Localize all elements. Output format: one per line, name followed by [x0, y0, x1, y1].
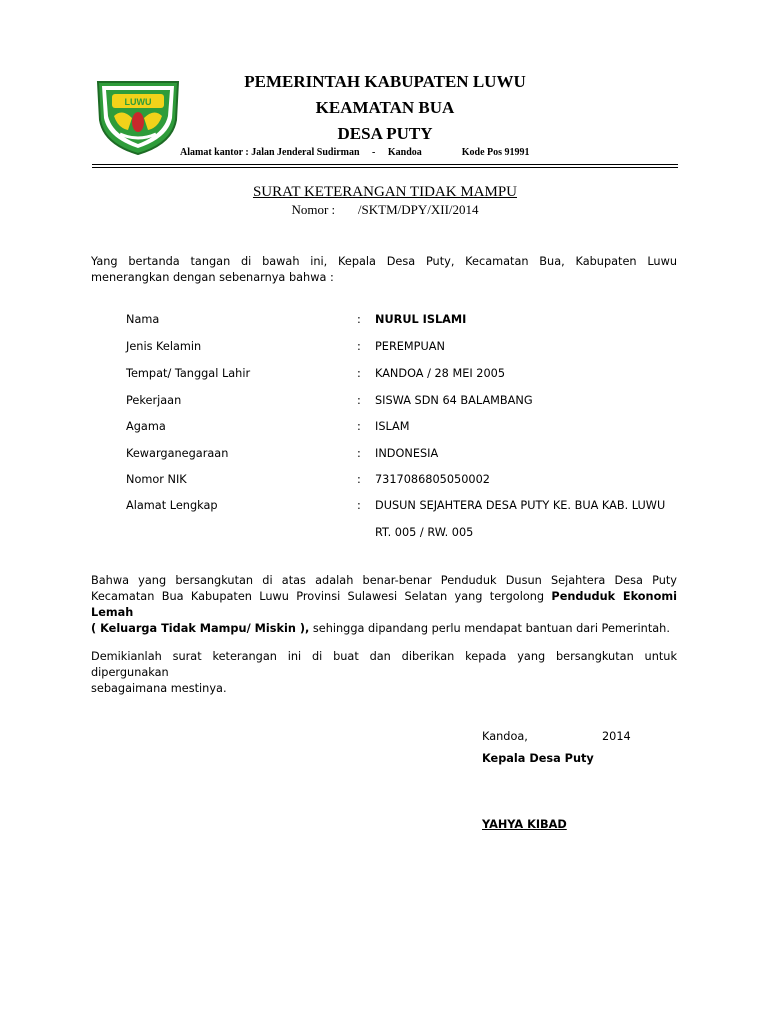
field-colon: : — [357, 420, 361, 433]
field-colon: : — [357, 473, 361, 486]
field-value-kewarganegaraan: INDONESIA — [375, 447, 439, 460]
field-value-rt-rw: RT. 005 / RW. 005 — [375, 526, 474, 539]
field-colon: : — [357, 367, 361, 380]
intro-line-2: menerangkan dengan sebenarnya bahwa : — [91, 271, 334, 284]
field-value-jenis-kelamin: PEREMPUAN — [375, 340, 445, 353]
field-value-tempat-tanggal-lahir: KANDOA / 28 MEI 2005 — [375, 367, 506, 380]
field-value-agama: ISLAM — [375, 420, 410, 433]
field-value-nama: NURUL ISLAMI — [375, 313, 467, 326]
field-label-pekerjaan: Pekerjaan — [126, 394, 182, 407]
statement-category: Penduduk Ekonomi Lemah — [91, 590, 677, 619]
header-district: KEAMATAN BUA — [315, 98, 455, 117]
statement-line-2-text: Kecamatan Bua Kabupaten Luwu Provinsi Sulawesi Selatan yang tergolong — [91, 590, 552, 603]
intro-paragraph — [91, 254, 677, 286]
field-label-tempat-tanggal-lahir: Tempat/ Tanggal Lahir — [126, 367, 251, 380]
signature-year: 2014 — [602, 730, 631, 743]
field-label-jenis-kelamin: Jenis Kelamin — [126, 340, 202, 353]
statement-line-3 — [91, 621, 677, 637]
field-colon: : — [357, 447, 361, 460]
closing-line-1: Demikianlah surat keterangan ini di buat dan diberikan kepada yang bersangkutan untuk dipergunakan — [91, 650, 677, 679]
document-title: SURAT KETERANGAN TIDAK MAMPU — [252, 184, 518, 200]
closing-paragraph — [91, 649, 677, 697]
field-colon: : — [357, 499, 361, 512]
field-label-nama: Nama — [126, 313, 160, 326]
statement-paragraph — [91, 573, 677, 637]
field-colon: : — [357, 394, 361, 407]
field-label-nomor-nik: Nomor NIK — [126, 473, 187, 486]
document-number: Nomor : /SKTM/DPY/XII/2014 — [291, 202, 479, 217]
header-rule-thin — [92, 164, 678, 165]
signature-place: Kandoa, — [482, 730, 528, 743]
statement-category-detail: ( Keluarga Tidak Mampu/ Miskin ), — [91, 622, 310, 635]
statement-line-2 — [91, 589, 677, 621]
closing-line-2: sebagaimana mestinya. — [91, 682, 227, 695]
field-label-kewarganegaraan: Kewarganegaraan — [126, 447, 229, 460]
field-colon: : — [357, 313, 361, 326]
header-rule-second — [92, 167, 678, 168]
field-label-agama: Agama — [126, 420, 166, 433]
statement-line-1: Bahwa yang bersangkutan di atas adalah benar-benar Penduduk Dusun Sejahtera Desa Puty — [91, 574, 677, 587]
header-address: Alamat kantor : Jalan Jenderal Sudirman - Kandoa Kode Pos 91991 — [180, 147, 530, 158]
signature-name: YAHYA KIBAD — [482, 818, 567, 831]
header-government: PEMERINTAH KABUPATEN LUWU — [244, 72, 526, 91]
statement-line-3-text: sehingga dipandang perlu mendapat bantuan dari Pemerintah. — [309, 622, 670, 635]
header-village: DESA PUTY — [337, 124, 433, 143]
field-colon: : — [357, 340, 361, 353]
intro-line-1: Yang bertanda tangan di bawah ini, Kepala Desa Puty, Kecamatan Bua, Kabupaten Luwu — [91, 255, 677, 268]
field-value-pekerjaan: SISWA SDN 64 BALAMBANG — [375, 394, 533, 407]
field-value-alamat-lengkap: DUSUN SEJAHTERA DESA PUTY KE. BUA KAB. LUWU — [375, 499, 666, 512]
signature-position: Kepala Desa Puty — [482, 752, 594, 765]
logo-text: LUWU — [124, 97, 152, 107]
field-value-nomor-nik: 7317086805050002 — [375, 473, 490, 486]
field-label-alamat-lengkap: Alamat Lengkap — [126, 499, 218, 512]
